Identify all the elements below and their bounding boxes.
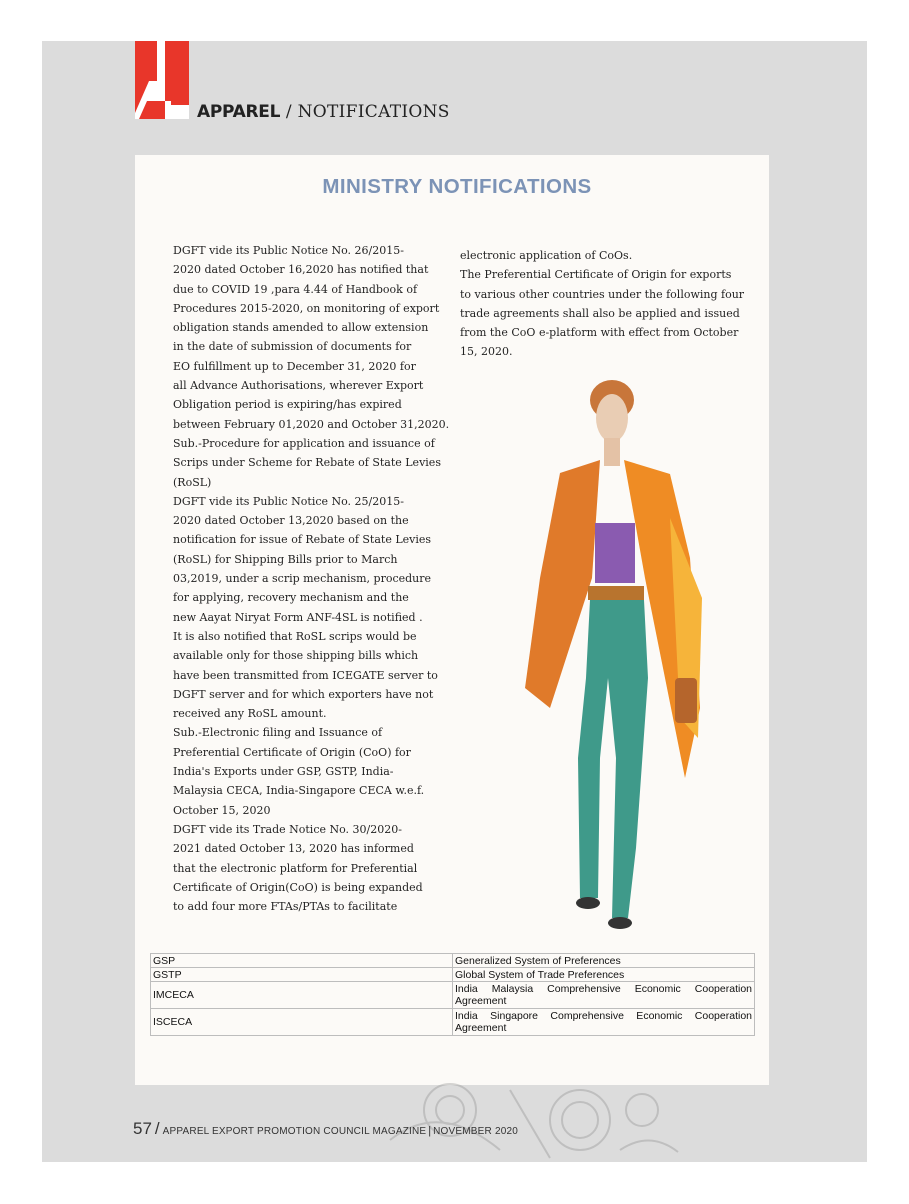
- page-title: MINISTRY NOTIFICATIONS: [322, 175, 592, 198]
- footer-separator: |: [428, 1125, 432, 1137]
- footer-slash: /: [154, 1119, 160, 1138]
- article-line: trade agreements shall also be applied and issued: [460, 306, 740, 320]
- article-line: 2020 dated October 13,2020 based on the: [173, 514, 409, 528]
- article-line: Certificate of Origin(CoO) is being expanded: [173, 880, 423, 894]
- article-line: EO fulfillment up to December 31, 2020 for: [173, 359, 416, 373]
- issue-date: NOVEMBER 2020: [433, 1126, 518, 1137]
- article-line: have been transmitted from ICEGATE server to: [173, 668, 438, 682]
- article-line: 15, 2020.: [460, 345, 513, 359]
- article-line: in the date of submission of documents for: [173, 340, 412, 354]
- article-line: to add four more FTAs/PTAs to facilitate: [173, 900, 398, 914]
- abbreviation-cell: GSP: [151, 954, 453, 968]
- page-number: 57: [133, 1119, 152, 1138]
- abbreviation-cell: ISCECA: [151, 1009, 453, 1036]
- apparel-logo: [135, 41, 189, 119]
- article-line: electronic application of CoOs.: [460, 249, 633, 262]
- meaning-cell: Global System of Trade Preferences: [453, 968, 755, 982]
- article-line: Malaysia CECA, India-Singapore CECA w.e.f.: [173, 784, 425, 798]
- article-line: notification for issue of Rebate of State Levies: [173, 533, 432, 547]
- article-line: 03,2019, under a scrip mechanism, procedure: [173, 572, 432, 586]
- table-row: [151, 982, 755, 1009]
- article-line: Scrips under Scheme for Rebate of State Levies: [173, 456, 441, 470]
- section-name: NOTIFICATIONS: [297, 102, 450, 122]
- article-line: for applying, recovery mechanism and the: [173, 591, 409, 605]
- article-line: due to COVID 19 ,para 4.44 of Handbook of: [173, 282, 418, 296]
- article-left-column: [173, 241, 473, 916]
- article-line: Procedures 2015-2020, on monitoring of export: [173, 301, 440, 315]
- article-line: The Preferential Certificate of Origin for exports: [460, 268, 732, 282]
- abbreviation-cell: GSTP: [151, 968, 453, 982]
- meaning-cell: India Malaysia Comprehensive Economic Cooperation Agreement: [453, 982, 755, 1009]
- article-line: DGFT server and for which exporters have not: [173, 687, 434, 701]
- article-line: all Advance Authorisations, wherever Export: [173, 379, 424, 393]
- article-line: (RoSL) for Shipping Bills prior to March: [173, 552, 398, 566]
- brand-name: APPAREL: [197, 102, 281, 122]
- meaning-cell: India Singapore Comprehensive Economic Cooperation Agreement: [453, 1009, 755, 1036]
- article-line: new Aayat Niryat Form ANF-4SL is notified .: [173, 610, 423, 624]
- article-line: 2020 dated October 16,2020 has notified that: [173, 263, 429, 277]
- meaning-cell: Generalized System of Preferences: [453, 954, 755, 968]
- magazine-name: APPAREL EXPORT PROMOTION COUNCIL MAGAZINE: [162, 1126, 427, 1137]
- article-right-column: [460, 246, 760, 362]
- article-line: received any RoSL amount.: [173, 707, 327, 721]
- article-line: to various other countries under the following four: [460, 287, 745, 301]
- article-line: 2021 dated October 13, 2020 has informed: [173, 842, 414, 856]
- table-row: [151, 954, 755, 968]
- article-line: DGFT vide its Trade Notice No. 30/2020-: [173, 822, 402, 836]
- article-line: Sub.-Procedure for application and issuance of: [173, 436, 435, 450]
- article-line: that the electronic platform for Preferential: [173, 861, 418, 875]
- table-row: [151, 1009, 755, 1036]
- article-line: October 15, 2020: [173, 803, 271, 817]
- abbreviation-cell: IMCECA: [151, 982, 453, 1009]
- table-row: [151, 968, 755, 982]
- abbreviation-table: [150, 953, 755, 1036]
- article-line: available only for those shipping bills which: [173, 649, 419, 663]
- article-line: obligation stands amended to allow extension: [173, 321, 429, 335]
- fashion-illustration: [520, 378, 705, 938]
- article-line: (RoSL): [173, 475, 212, 489]
- article-line: Preferential Certificate of Origin (CoO) for: [173, 745, 411, 759]
- article-line: Sub.-Electronic filing and Issuance of: [173, 726, 383, 740]
- article-line: India's Exports under GSP, GSTP, India-: [173, 765, 394, 779]
- article-line: DGFT vide its Public Notice No. 25/2015-: [173, 494, 404, 508]
- header-separator: /: [285, 102, 292, 122]
- article-line: It is also notified that RoSL scrips would be: [173, 629, 417, 643]
- article-line: Obligation period is expiring/has expired: [173, 398, 402, 412]
- article-line: DGFT vide its Public Notice No. 26/2015-: [173, 244, 404, 257]
- article-line: from the CoO e-platform with effect from October: [460, 326, 739, 340]
- page-footer: [133, 1119, 518, 1139]
- section-header: [197, 101, 450, 122]
- article-line: between February 01,2020 and October 31,2020.: [173, 417, 450, 431]
